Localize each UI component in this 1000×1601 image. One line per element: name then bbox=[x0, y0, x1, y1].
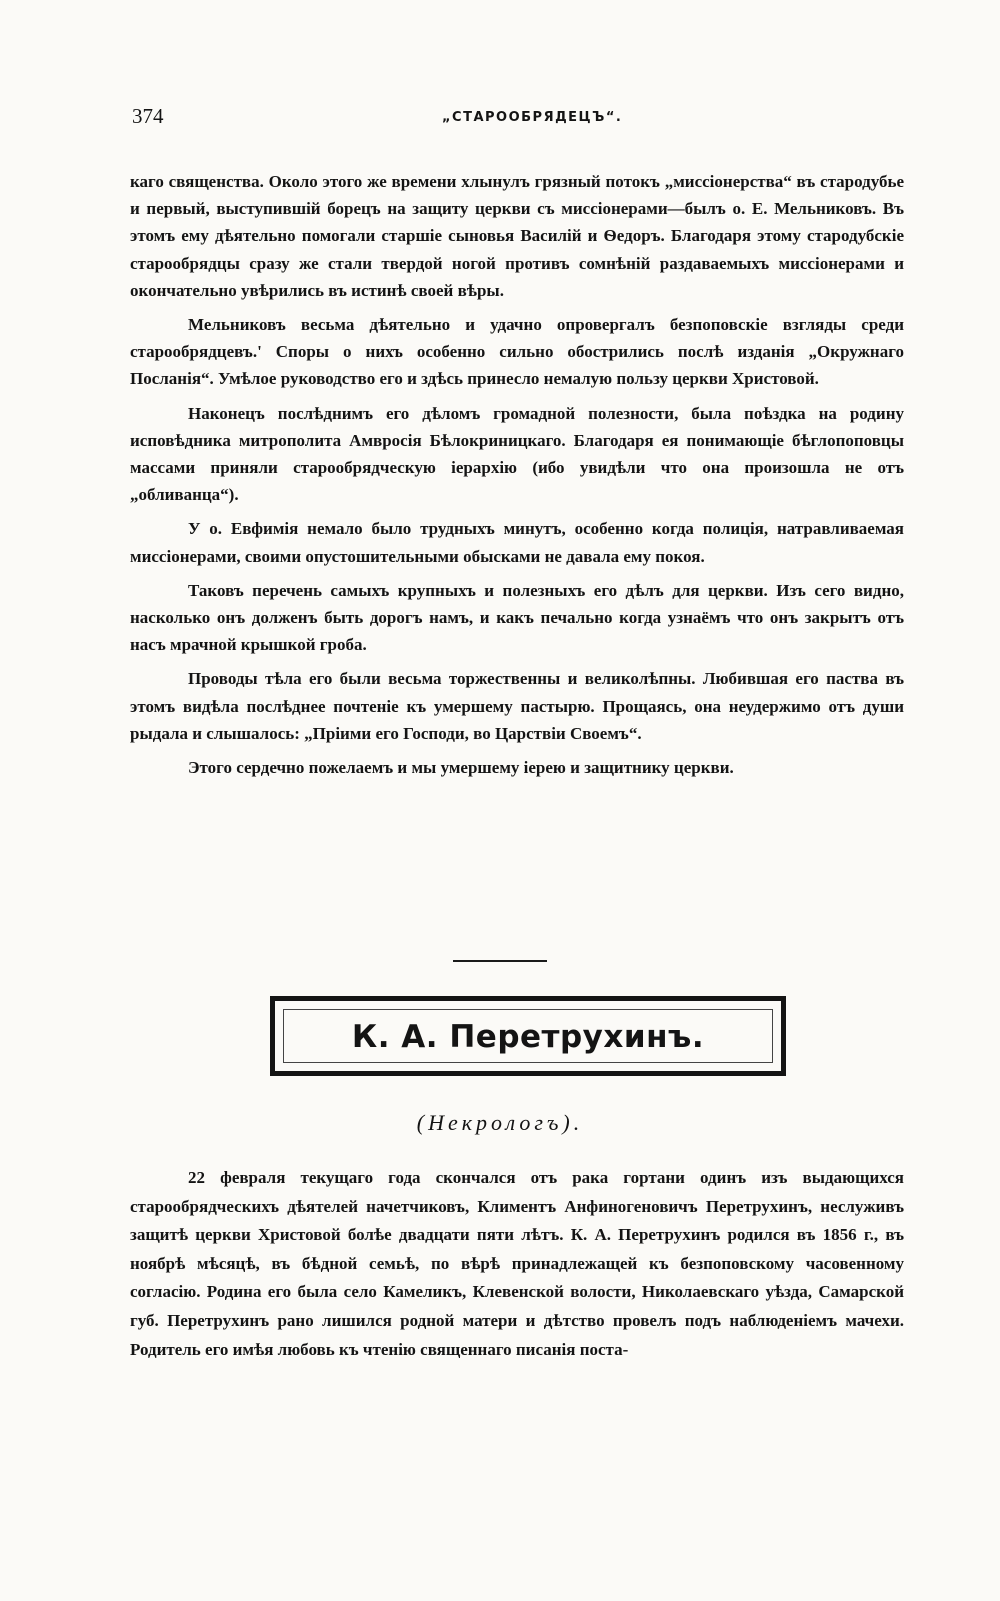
paragraph: Таковъ перечень самыхъ крупныхъ и полезныхъ его дѣлъ для церкви. Изъ сего видно, насколько онъ долженъ быть дорогъ намъ, и какъ печально когда узнаёмъ что онъ закрытъ отъ насъ мрачной крышкой гроба. bbox=[130, 580, 904, 655]
article-title: К. А. Перетрухинъ. bbox=[351, 1019, 705, 1055]
paragraph: Проводы тѣла его были весьма торжественны и великолѣпны. Любившая его паства въ этомъ видѣла послѣднее почтеніе къ умершему пастырю. Прощаясь, она неудержимо отъ души рыдала и слышалось: „Пріими его Господи, во Царствіи Своемъ“. bbox=[130, 669, 904, 743]
running-title: „СТАРООБРЯДЕЦЪ“. bbox=[442, 110, 623, 125]
article-title-box bbox=[270, 996, 786, 1076]
paragraph: Этого сердечно пожелаемъ и мы умершему іерею и защитнику церкви. bbox=[188, 758, 734, 778]
paragraph: каго священства. Около этого же времени хлынулъ грязный потокъ „миссіонерства“ въ стародубье и первый, выступившій борецъ на защиту церкви съ миссіонерами—былъ о. Е. Мельниковъ. Въ этомъ ему дѣятельно помогали старшіе сыновья Василій и Ѳедоръ. Благодаря этому стародубскіе старообрядцы сразу же стали твердой ногой противъ сомнѣній раздаваемыхъ миссіонерами и окончательно увѣрились въ истинѣ своей вѣры. bbox=[130, 172, 904, 300]
previous-article-text bbox=[130, 168, 904, 788]
article-subtitle: (Некрологъ). bbox=[416, 1110, 584, 1135]
paragraph: Мельниковъ весьма дѣятельно и удачно опровергалъ безпоповскіе взгляды среди старообрядцевъ.' Споры о нихъ особенно сильно обострились послѣ изданія „Окружнаго Посланія“. Умѣлое руководство его и здѣсь принесло немалую пользу церкви Христовой. bbox=[130, 315, 904, 389]
section-divider bbox=[453, 960, 547, 962]
paragraph: 22 февраля текущаго года скончался отъ рака гортани одинъ изъ выдающихся старообрядческихъ дѣятелей начетчиковъ, Климентъ Анфиногеновичъ Перетрухинъ, неслуживъ защитѣ церкви Христовой болѣе двадцати пяти лѣтъ. К. А. Перетрухинъ родился въ 1856 г., въ ноябрѣ мѣсяцѣ, въ бѣдной семьѣ, по вѣрѣ принадлежащей къ безпоповскому часовенному согласію. Родина его была село Камеликъ, Клевенской волости, Николаевскаго уѣзда, Самарской губ. Перетрухинъ рано лишился родной матери и дѣтство провелъ подъ наблюденіемъ мачехи. Родитель его имѣя любовь къ чтенію священнаго писанія поста- bbox=[130, 1168, 904, 1359]
page-header bbox=[132, 100, 904, 134]
article-body bbox=[130, 1164, 904, 1371]
paragraph: Наконецъ послѣднимъ его дѣломъ громадной полезности, была поѣздка на родину исповѣдника митрополита Амвросія Бѣлокриницкаго. Благодаря ея понимающіе бѣглопоповцы массами приняли старообрядческую іерархію (ибо увидѣли что она произошла не отъ „обливанца“). bbox=[130, 403, 904, 505]
paragraph: У о. Евфимія немало было трудныхъ минутъ, особенно когда полиція, натравливаемая миссіонерами, своими опустошительными обысками не давала ему покоя. bbox=[130, 519, 904, 566]
page-number: 374 bbox=[132, 104, 164, 128]
